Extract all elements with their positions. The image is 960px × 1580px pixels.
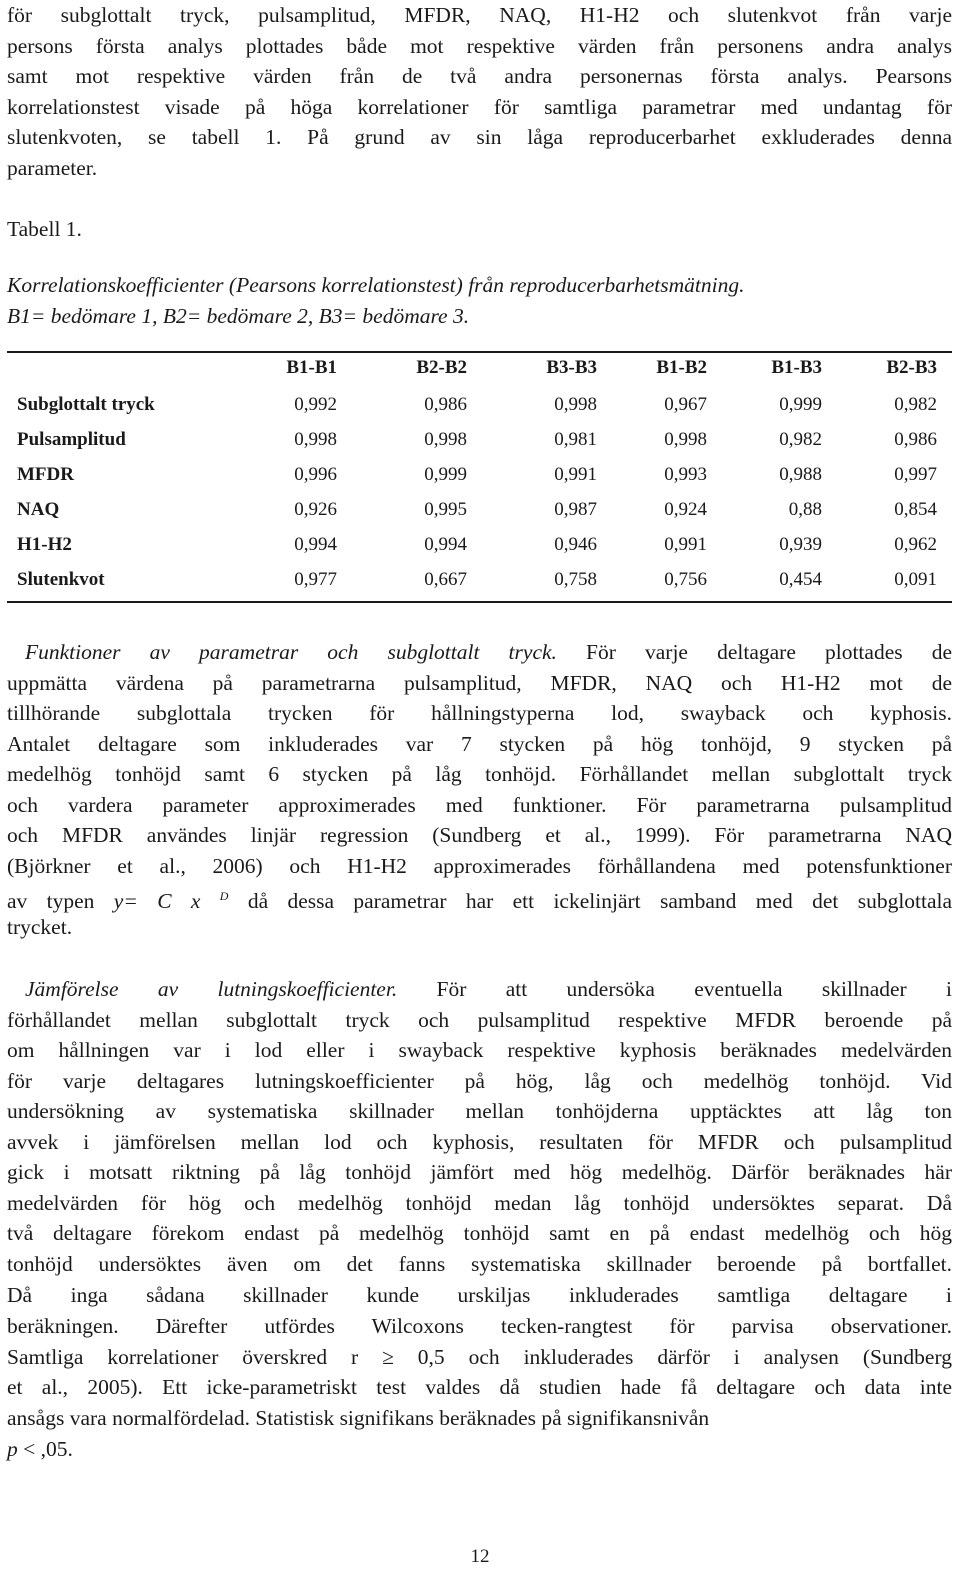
table-cell: 0,758 [554,569,597,590]
table-cell: 0,756 [664,569,707,590]
table-cell: 0,967 [664,394,707,415]
table-cell: 0,998 [424,429,467,450]
table-cell: 0,962 [894,534,937,555]
column-header: B1-B2 [656,357,707,378]
table-label: Tabell 1. [7,217,82,241]
column-header: B1-B1 [286,357,337,378]
table-caption-line: B1= bedömare 1, B2= bedömare 2, B3= bedömare 3. [7,304,470,328]
body-line: två deltagare förekom endast på medelhög tonhöjd samt en på endast medelhög och hög [7,1221,952,1245]
row-label: Slutenkvot [17,569,105,590]
table-cell: 0,986 [894,429,937,450]
page-number: 12 [470,1546,490,1567]
body-line: et al., 2005). Ett icke-parametriskt test valdes då studien hade få deltagare och data inte [7,1375,952,1399]
column-header: B2-B3 [886,357,937,378]
body-line: tonhöjd undersöktes även om det fanns systematiska skillnader beroende på bortfallet. [7,1252,952,1276]
body-line: medelhög tonhöjd samt 6 stycken på låg tonhöjd. Förhållandet mellan subglottalt tryck [7,762,952,786]
table-cell: 0,988 [779,464,822,485]
table-cell: 0,991 [664,534,707,555]
formula-line: av typen y= C x $^D$ då dessa parametrar har ett ickelinjärt samband med det subglottala [7,889,953,914]
body-line: uppmätta värdena på parametrarna pulsamplitud, MFDR, NAQ och H1-H2 mot de [7,671,952,695]
body-line: förhållandet mellan subglottalt tryck och pulsamplitud respektive MFDR beroende på [7,1008,952,1032]
table-caption-line: Korrelationskoefficienter (Pearsons korrelationstest) från reproducerbarhetsmätning. [7,273,745,297]
body-line: Samtliga korrelationer överskred r ≥ 0,5 och inkluderades därför i analysen (Sundberg [7,1345,952,1369]
table-top-rule [7,351,952,353]
row-label: H1-H2 [17,534,72,555]
row-label: MFDR [17,464,74,485]
column-header: B1-B3 [771,357,822,378]
table-cell: 0,924 [664,499,707,520]
body-line: Då inga sådana skillnader kunde urskiljas inkluderades samtliga deltagare i [7,1283,952,1307]
body-line: ansågs vara normalfördelad. Statistisk signifikans beräknades på signifikansnivån [7,1406,710,1430]
table-cell: 0,995 [424,499,467,520]
table-cell: 0,88 [788,499,822,520]
table-cell: 0,998 [664,429,707,450]
table-cell: 0,091 [894,569,937,590]
table-cell: 0,667 [424,569,467,590]
table-cell: 0,998 [554,394,597,415]
table-cell: 0,454 [779,569,822,590]
table-cell: 0,997 [894,464,937,485]
p-value-line: p < ,05. [7,1437,73,1461]
body-line: beräkningen. Därefter utfördes Wilcoxons tecken-rangtest för parvisa observationer. [7,1314,952,1338]
intro-line: för subglottalt tryck, pulsamplitud, MFDR, NAQ, H1-H2 och slutenkvot från varje [7,3,952,27]
table-cell: 0,998 [294,429,337,450]
table-cell: 0,994 [294,534,337,555]
row-label: NAQ [17,499,60,520]
table-cell: 0,982 [894,394,937,415]
body-line: Antalet deltagare som inkluderades var 7 stycken på hög tonhöjd, 9 stycken på [7,732,952,756]
intro-line: korrelationstest visade på höga korrelationer för samtliga parametrar med undantag för [7,95,952,119]
body-line: medelvärden för hög och medelhög tonhöjd medan låg tonhöjd undersöktes separat. Då [7,1191,952,1215]
table-cell: 0,993 [664,464,707,485]
intro-line: slutenkvoten, se tabell 1. På grund av sin låga reproducerbarhet exkluderades denna [7,125,952,149]
intro-line: samt mot respektive värden från de två andra personernas första analys. Pearsons [7,64,952,88]
table-cell: 0,926 [294,499,337,520]
table-cell: 0,986 [424,394,467,415]
table-cell: 0,939 [779,534,822,555]
table-cell: 0,992 [294,394,337,415]
body-line: och MFDR användes linjär regression (Sundberg et al., 1999). För parametrarna NAQ [7,823,952,847]
body-line: tillhörande subglottala trycken för hållningstyperna lod, swayback och kyphosis. [7,701,952,725]
intro-line: parameter. [7,156,98,180]
table-cell: 0,946 [554,534,597,555]
body-line: för varje deltagares lutningskoefficienter på hög, låg och medelhög tonhöjd. Vid [7,1069,952,1093]
table-cell: 0,996 [294,464,337,485]
body-line: trycket. [7,915,73,939]
section-text: För varje deltagare plottades de [586,640,953,664]
table-cell: 0,999 [424,464,467,485]
table-cell: 0,991 [554,464,597,485]
table-cell: 0,999 [779,394,822,415]
body-line: och vardera parameter approximerades med funktioner. För parametrarna pulsamplitud [7,793,952,817]
column-header: B2-B2 [416,357,467,378]
section-text: För att undersöka eventuella skillnader i [436,977,952,1001]
body-line: om hållningen var i lod eller i swayback respektive kyphosis beräknades medelvärden [7,1038,952,1062]
formula: y= C x $^D$ [113,889,229,914]
table-cell: 0,982 [779,429,822,450]
body-line: undersökning av systematiska skillnader mellan tonhöjderna upptäcktes att låg ton [7,1099,952,1123]
section-first-line [7,637,952,667]
section-first-line [7,974,952,1004]
table-cell: 0,987 [554,499,597,520]
body-line: avvek i jämförelsen mellan lod och kyphosis, resultaten för MFDR och pulsamplitud [7,1130,952,1154]
table-bottom-rule [7,601,952,603]
table-cell: 0,854 [894,499,937,520]
table-cell: 0,994 [424,534,467,555]
body-line: gick i motsatt riktning på låg tonhöjd jämfört med hög medelhög. Därför beräknades här [7,1160,952,1184]
body-line: (Björkner et al., 2006) och H1-H2 approximerades förhållandena med potensfunktioner [7,854,952,878]
table-cell: 0,977 [294,569,337,590]
section-heading: Funktioner av parametrar och subglottalt tryck. [25,640,557,664]
table-cell: 0,981 [554,429,597,450]
intro-line: persons första analys plottades både mot respektive värden från personens andra analys [7,34,952,58]
section-heading: Jämförelse av lutningskoefficienter. [25,977,398,1001]
row-label: Subglottalt tryck [17,394,155,415]
row-label: Pulsamplitud [17,429,126,450]
correlation-table [7,351,952,606]
column-header: B3-B3 [546,357,597,378]
